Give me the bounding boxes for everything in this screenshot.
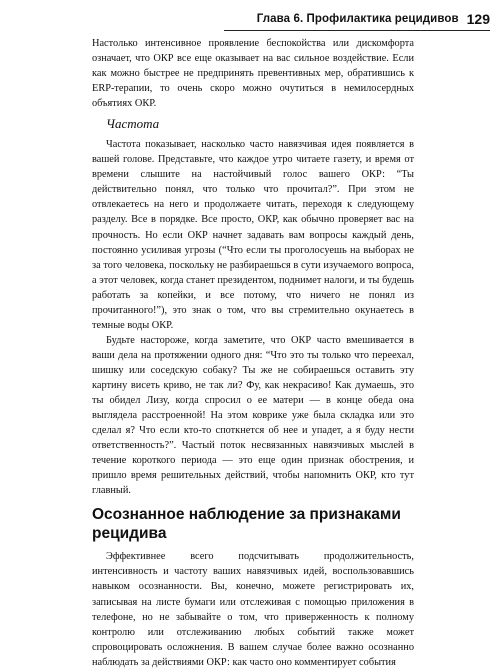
header-rule [224,30,490,31]
running-head: Глава 6. Профилактика рецидивов [256,13,459,25]
page-body [92,36,414,670]
paragraph-4: Эффективнее всего подсчитывать продолжительность, интенсивность и частоту ваших навязчивых идей, воспользовавшись навыком осознанности. Вы, конечно, можете регистрировать их, записывая на листе бумаги или отслеживая с помощью приложения в телефоне, но не забывайте о том, что приверженность к полному контролю или отслеживанию любых событий также может спровоцировать осложнения. В вашем случае более важно осознанно наблюдать за действиями ОКР: как часто оно комментирует события [92,551,414,668]
paragraph-1: Настолько интенсивное проявление беспокойства или дискомфорта означает, что ОКР все еще оказывает на вас сильное воздействие. Если как можно быстрее не предпринять превентивных мер, обратившись к ERP-терапии, то очень скоро можно очутиться в немилосердных объятиях ОКР. [92,38,414,110]
paragraph-2: Частота показывает, насколько часто навязчивая идея появляется в вашей голове. Представьте, что каждое утро читаете газету, и время от времени слышите на настойчивый голос вашего ОКР: “Ты действительно понял, что только что прочитал?”. При этом не отвлекаетесь на него и продолжаете читать, переходя к следующему разделу. Все в порядке. Все просто, ОКР, как обычно проверяет вас на прочность. Но если ОКР начнет задавать вам вопросы каждый день, постоянно усиливая угрозы (“Что если ты проголосуешь на выборах не за того человека, поскольку не разбираешься в сути изучаемого вопроса, а этот человек, когда станет президентом, поднимет налоги, и ты будешь работать за копейки, и все потому, что ничего не понял из прочитанного!”), это знак о том, что вы стремительно окунаетесь в темные воды ОКР. [92,139,414,331]
page-header [224,8,490,30]
page-number: 129 [466,11,490,27]
paragraph-3: Будьте настороже, когда заметите, что ОКР часто вмешивается в ваши дела на протяжении одного дня: “Что это ты только что переехал, шишку или соседскую собаку? Ты же не собираешься оставить эту картину висеть криво, не так ли? Фу, как некрасиво! Как думаешь, это ты обидел Лизу, когда спросил о ее матери — в конце обеда она выглядела расстроенной! На этом коврике уже была складка или это сделал я? Что если кто-то споткнется об нее и упадет, а я буду нести ответственность?”. Частый поток несвязанных навязчивых мыслей в течение короткого периода — это еще один признак обострения, и пришло время решительных действий, чтобы напомнить ОКР, кто тут главный. [92,334,414,497]
subheading-frequency: Частота [106,116,160,132]
section-heading: Осознанное наблюдение за признаками рецидива [92,506,401,543]
